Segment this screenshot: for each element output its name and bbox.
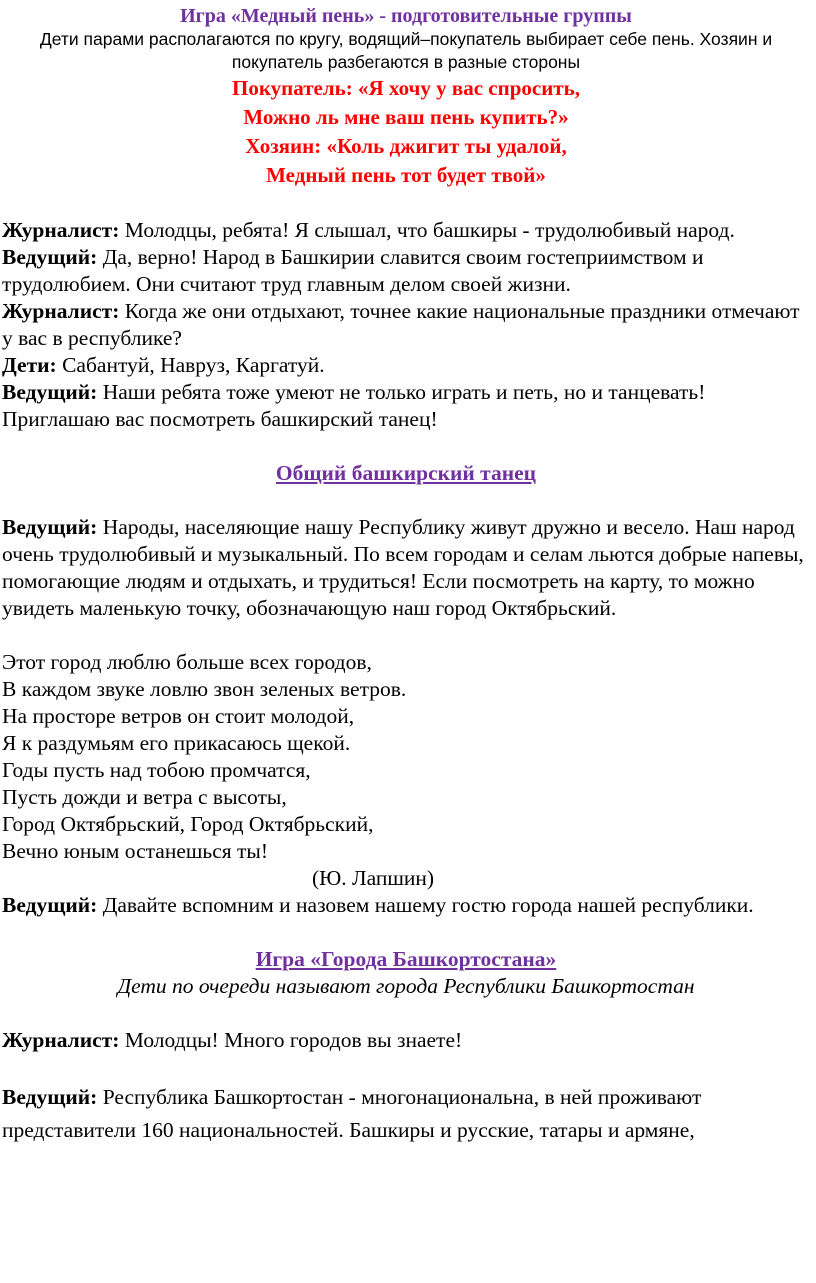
speaker-label: Журналист:: [2, 299, 120, 323]
document-page: [0, 4, 816, 1283]
red-verse-line: Можно ль мне ваш пень купить?»: [243, 105, 569, 129]
speaker-label: Ведущий:: [2, 515, 98, 539]
red-verse-line: Покупатель: «Я хочу у вас спросить,: [232, 76, 580, 100]
dialogue-paragraph: [2, 244, 810, 298]
red-verse-line: Медный пень тот будет твой»: [266, 163, 546, 187]
dialogue-paragraph: [2, 514, 810, 622]
speech-text: Молодцы, ребята! Я слышал, что башкиры - трудолюбивый народ.: [119, 218, 735, 242]
poem-line: Вечно юным останешься ты!: [2, 839, 269, 863]
poem-line: В каждом звуке ловлю звон зеленых ветров.: [2, 677, 407, 701]
red-verse-line: Хозяин: «Коль джигит ты удалой,: [245, 134, 567, 158]
poem-line: Пусть дожди и ветра с высоты,: [2, 785, 287, 809]
poem-line: Город Октябрьский, Город Октябрьский,: [2, 812, 374, 836]
speech-text: Давайте вспомним и назовем нашему гостю города нашей республики.: [97, 893, 754, 917]
speech-text: Наши ребята тоже умеют не только играть и петь, но и танцевать! Приглашаю вас посмотреть башкирский танец!: [2, 380, 706, 431]
cities-game-description: Дети по очереди называют города Республики Башкортостан: [117, 974, 695, 998]
speech-text: Народы, населяющие нашу Республику живут дружно и весело. Наш народ очень трудолюбивый и музыкальный. По всем городам и селам льются добрые напевы, помогающие людям и отдыхать, и трудиться! Если посмотреть на карту, то можно увидеть маленькую точку, обозначающую наш город Октябрьский.: [2, 515, 804, 620]
dance-heading[interactable]: Общий башкирский танец: [275, 461, 537, 485]
poem: [2, 649, 810, 892]
cities-game-heading[interactable]: Игра «Города Башкортостана»: [255, 947, 557, 971]
speaker-label: Журналист:: [2, 1028, 120, 1052]
poem-line: Я к раздумьям его прикасаюсь щекой.: [2, 731, 351, 755]
dialogue-paragraph: [2, 352, 810, 379]
dialogue-paragraph: [2, 298, 810, 352]
dialogue-paragraph: [2, 379, 810, 433]
speaker-label: Ведущий:: [2, 1085, 98, 1109]
speaker-label: Журналист:: [2, 218, 120, 242]
dialogue-paragraph: [2, 1027, 810, 1054]
speech-text: Молодцы! Много городов вы знаете!: [119, 1028, 463, 1052]
game-intro: Дети парами располагаются по кругу, водящий–покупатель выбирает себе пень. Хозяин и покупатель разбегаются в разные стороны: [39, 29, 773, 72]
speaker-label: Ведущий:: [2, 893, 98, 917]
poem-line: Годы пусть над тобою промчатся,: [2, 758, 311, 782]
speaker-label: Ведущий:: [2, 380, 98, 404]
speaker-label: Ведущий:: [2, 245, 98, 269]
speech-text: Республика Башкортостан - многонациональна, в ней проживают представители 160 национальностей. Башкиры и русские, татары и армяне,: [2, 1085, 702, 1142]
speaker-label: Дети:: [2, 353, 57, 377]
dialogue-paragraph: [2, 1081, 810, 1147]
speech-text: Да, верно! Народ в Башкирии славится своим гостеприимством и трудолюбием. Они считают труд главным делом своей жизни.: [2, 245, 704, 296]
poem-author: (Ю. Лапшин): [312, 866, 435, 890]
dialogue-paragraph: [2, 892, 810, 919]
speech-text: Когда же они отдыхают, точнее какие национальные праздники отмечают у вас в республике?: [2, 299, 800, 350]
poem-line: Этот город люблю больше всех городов,: [2, 650, 372, 674]
speech-text: Сабантуй, Навруз, Каргатуй.: [56, 353, 325, 377]
game-title: Игра «Медный пень» - подготовительные группы: [180, 5, 632, 27]
poem-line: На просторе ветров он стоит молодой,: [2, 704, 355, 728]
dialogue-paragraph: [2, 217, 810, 244]
